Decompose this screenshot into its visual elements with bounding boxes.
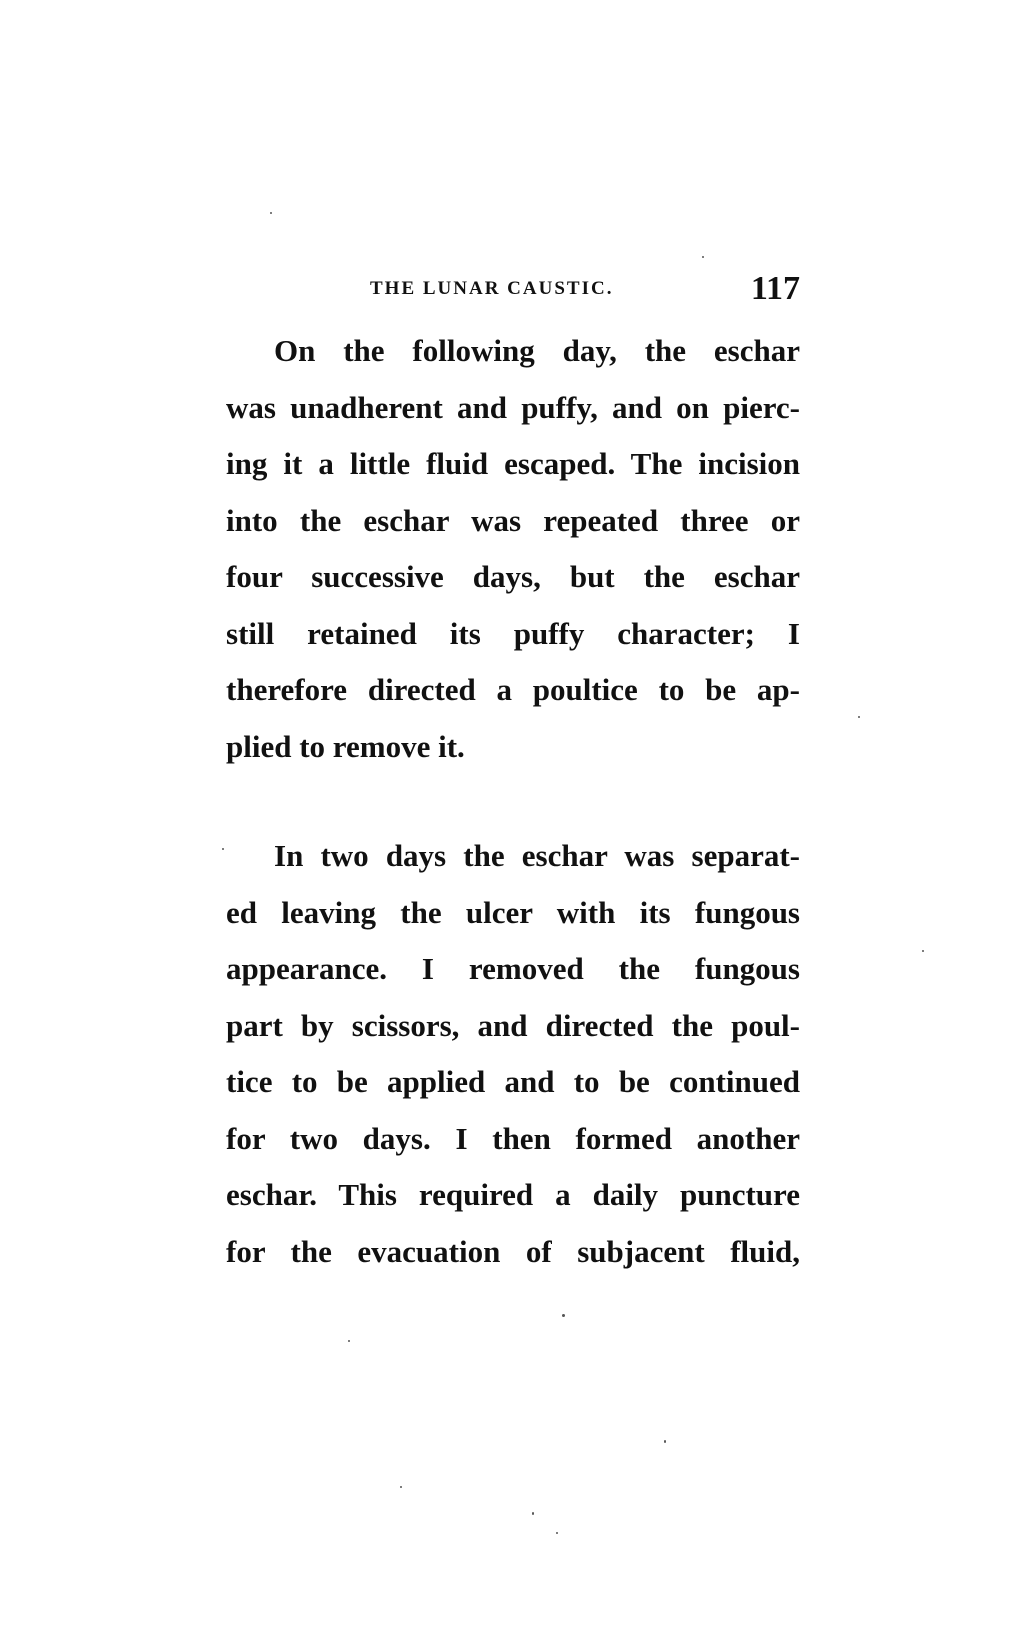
text-line: still retained its puffy character; I bbox=[226, 615, 800, 651]
scan-speck bbox=[664, 1440, 666, 1443]
text-line: for two days. I then formed another bbox=[226, 1120, 800, 1156]
text-line: ed leaving the ulcer with its fungous bbox=[226, 894, 800, 930]
scan-speck bbox=[922, 950, 924, 952]
scan-speck bbox=[222, 848, 224, 850]
text-line: into the eschar was repeated three or bbox=[226, 502, 800, 538]
text-line: therefore directed a poultice to be ap- bbox=[226, 672, 800, 707]
scan-speck bbox=[556, 1532, 558, 1534]
text-line: In two days the eschar was separat- bbox=[274, 838, 800, 873]
text-line: was unadherent and puffy, and on pierc- bbox=[226, 389, 800, 425]
scan-speck bbox=[348, 1340, 350, 1342]
running-title: THE LUNAR CAUSTIC. bbox=[370, 278, 614, 299]
text-line: part by scissors, and directed the poul- bbox=[226, 1007, 800, 1043]
scan-speck bbox=[858, 716, 860, 718]
text-line: eschar. This required a daily puncture bbox=[226, 1177, 800, 1212]
scan-speck bbox=[562, 1314, 565, 1317]
text-line: ing it a little fluid escaped. The incision bbox=[226, 446, 800, 481]
paragraph-2 bbox=[226, 828, 800, 1280]
text-line: four successive days, but the eschar bbox=[226, 559, 800, 594]
scan-speck bbox=[532, 1512, 534, 1515]
scan-speck bbox=[400, 1486, 402, 1488]
scan-speck bbox=[702, 256, 704, 258]
text-line: tice to be applied and to be continued bbox=[226, 1064, 800, 1099]
text-line: plied to remove it. bbox=[226, 728, 465, 764]
text-line: On the following day, the eschar bbox=[274, 333, 800, 368]
paragraph-1 bbox=[226, 323, 800, 775]
page-number: 117 bbox=[750, 270, 800, 307]
running-head bbox=[226, 270, 800, 310]
text-line: appearance. I removed the fungous bbox=[226, 951, 800, 986]
text-line: for the evacuation of subjacent fluid, bbox=[226, 1233, 800, 1269]
scan-speck bbox=[270, 212, 272, 214]
